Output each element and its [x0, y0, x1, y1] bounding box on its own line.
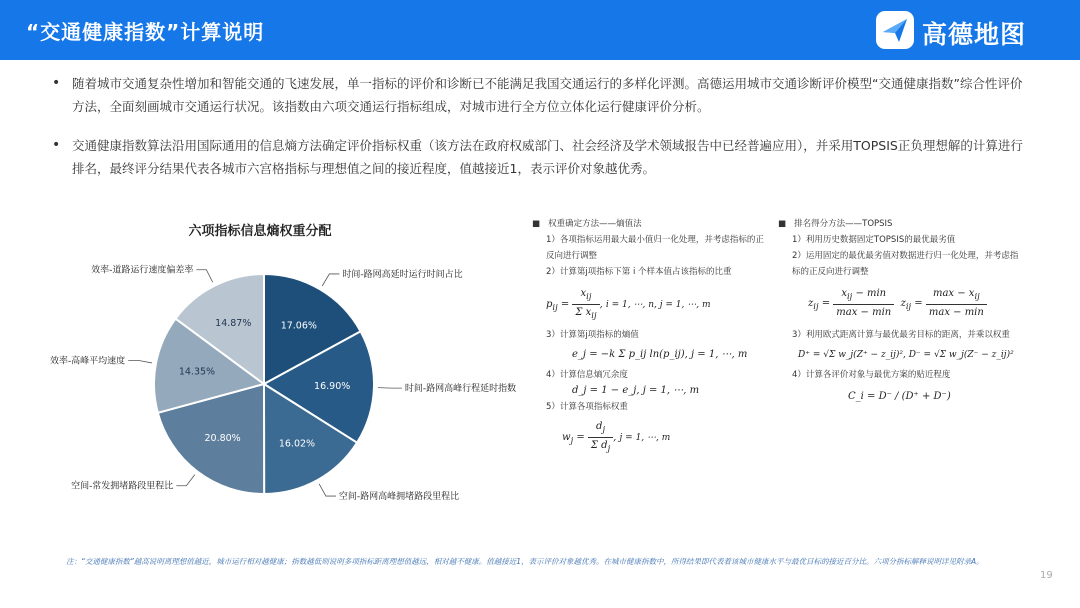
pie-category-label: 效率-道路运行速度偏差率: [91, 265, 194, 276]
bullet-text: 随着城市交通复杂性增加和智能交通的飞速发展，单一指标的评价和诊断已不能满足我国交通运行的多样化评测。高德运用城市交通诊断评价模型“交通健康指数”综合性评价方法，全面刻画城市交通运行状况。该指数由六项交通运行指标组成，对城市进行全方位立体化运行健康评价分析。: [72, 76, 1023, 114]
entropy-method-panel: [532, 216, 772, 456]
pie-leader-line: [196, 270, 212, 282]
pie-leader-line: [322, 274, 339, 286]
amap-logo: [876, 11, 1066, 51]
weight-fraction: $\frac{d_j}{\Sigma d_j}$: [588, 419, 613, 456]
entropy-formula-weight: $w_j$ = $\frac{d_j}{\Sigma d_j}$ , j = 1, ⋯, m: [532, 419, 772, 456]
pie-leader-line: [319, 484, 336, 496]
footnote: 注：“交通健康指数”越高说明离理想值越近，城市运行相对越健康；指数越低则说明多项指标距离理想值越远，相对越不健康。值越接近1，表示评价对象越优秀。在城市健康指数中，所得结果即代表着该城市健康水平与最优目标的接近百分比。六项分指标解释说明详见附录A。: [66, 557, 984, 566]
topsis-method-panel: [778, 216, 1028, 405]
bullet-dot-icon: •: [52, 137, 61, 153]
weight-range: j = 1, ⋯, m: [619, 433, 671, 443]
topsis-step-3: 3）利用欧式距离计算与最优最劣目标的距离，并乘以权重: [792, 330, 1010, 340]
page-number: 19: [1040, 570, 1053, 581]
pie-category-label: 空间-常发拥堵路段里程比: [71, 481, 174, 492]
formula-fraction: $\frac{x_{ij}}{\Sigma x_{ij}}$: [572, 286, 599, 323]
bullet-item: [52, 72, 1032, 118]
pie-value-label: 14.87%: [215, 318, 252, 330]
entropy-step-3: 3）计算第j项指标的熵值: [546, 330, 639, 340]
normalize-fraction-2: $\frac{\max - x_{ij}}{\max - \min}$: [926, 286, 987, 321]
topsis-step-4: 4）计算各评价对象与最优方案的贴近程度: [792, 370, 951, 380]
logo-text: 高德地图: [922, 20, 1027, 49]
bullet-text: 交通健康指数算法沿用国际通用的信息熵方法确定评价指标权重（该方法在政府权威部门、社会经济及学术领域报告中已经普遍应用），并采用TOPSIS正负理想解的计算进行排名，最终评分结果代表各城市六宫格指标与理想值之间的接近程度，值越接近1，表示评价对象越优秀。: [72, 138, 1023, 176]
entropy-heading-text: 权重确定方法——熵值法: [548, 219, 642, 229]
pie-category-label: 效率-高峰平均速度: [49, 356, 126, 367]
pie-category-label: 时间-路网高延时运行时间占比: [342, 269, 463, 280]
pie-category-label: 时间-路网高峰行程延时指数: [404, 384, 517, 395]
pie-value-label: 17.06%: [280, 320, 317, 332]
entropy-formula-proportion: $p_{ij}$ = $\frac{x_{ij}}{\Sigma x_{ij}}$ , i = 1, ⋯, n, j = 1, ⋯, m: [532, 286, 772, 323]
formula-lhs: p: [546, 299, 553, 310]
intro-bullets: [52, 72, 1032, 180]
entropy-step-2: 2）计算第j项指标下第 i 个样本值占该指标的比重: [546, 267, 732, 277]
topsis-step-2: 2）运用固定的最优最劣值对数据进行归一化处理，并考虑指标的正反向进行调整: [792, 251, 1019, 277]
page-title: “交通健康指数”计算说明: [26, 20, 265, 44]
pie-leader-line: [128, 360, 152, 363]
normalize-fraction-1: $\frac{x_{ij} - \min}{\max - \min}$: [833, 286, 894, 321]
entropy-method-heading: ■ 权重确定方法——熵值法: [532, 219, 642, 229]
pie-chart-svg: [40, 214, 530, 514]
logo-badge: [876, 11, 914, 49]
pie-value-label: 20.80%: [204, 433, 241, 445]
entropy-step-1: 1）各项指标运用最大最小值归一化处理，并考虑指标的正反向进行调整: [546, 235, 764, 261]
header-bar: [0, 0, 1080, 60]
topsis-formula-distance: D⁺ = √Σ w_j(Z⁺ − z_ij)², D⁻ = √Σ w_j(Z⁻ − z_ij)²: [798, 350, 1014, 360]
pie-category-label: 空间-路网高峰拥堵路段里程比: [338, 492, 460, 503]
navigation-arrow-icon: [876, 11, 914, 49]
pie-value-label: 16.02%: [278, 438, 316, 450]
entropy-step-4: 4）计算信息熵冗余度: [546, 370, 628, 380]
topsis-formula-closeness: C_i = D⁻ / (D⁺ + D⁻): [848, 391, 951, 402]
pie-value-label: 14.35%: [178, 366, 216, 378]
entropy-formula-redundancy: d_j = 1 − e_j, j = 1, ⋯, m: [572, 385, 700, 396]
pie-value-label: 16.90%: [314, 381, 351, 393]
entropy-formula-entropy: e_j = −k Σ p_ij ln(p_ij), j = 1, ⋯, m: [572, 349, 748, 360]
formula-range: i = 1, ⋯, n, j = 1, ⋯, m: [605, 300, 711, 310]
chart-title: 六项指标信息熵权重分配: [188, 224, 332, 239]
entropy-step-5: 5）计算各项指标权重: [546, 402, 628, 412]
bullet-item: [52, 134, 1032, 180]
topsis-formula-normalize: $z_{ij}$ = $\frac{x_{ij} - \min}{\max - \min}$ $z_{ij}$ = $\frac{\max - x_{ij}}{\max - \min}$: [778, 286, 1028, 321]
topsis-step-1: 1）利用历史数据固定TOPSIS的最优最劣值: [792, 235, 956, 245]
topsis-heading-text: 排名得分方法——TOPSIS: [794, 219, 893, 229]
bullet-dot-icon: •: [52, 75, 61, 91]
topsis-method-heading: ■ 排名得分方法——TOPSIS: [778, 219, 893, 229]
pie-chart: [40, 214, 530, 514]
pie-leader-line: [176, 475, 194, 486]
